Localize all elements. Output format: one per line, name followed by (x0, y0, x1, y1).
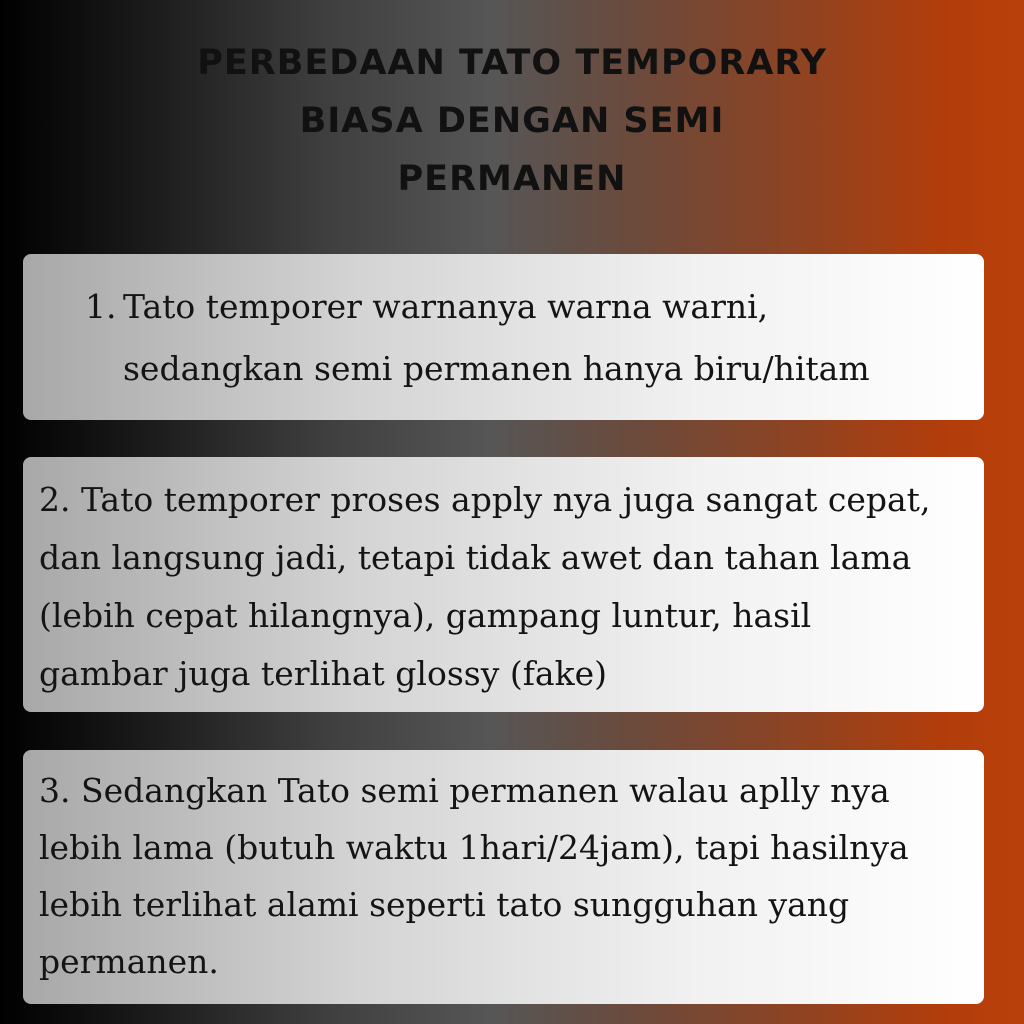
page-title (0, 34, 1024, 208)
point-2-text-line-2: dan langsung jadi, tetapi tidak awet dan tahan lama (39, 538, 912, 577)
point-2-text-line-1: 2. Tato temporer proses apply nya juga sangat cepat, (39, 480, 931, 519)
point-3-text-line-3: lebih terlihat alami seperti tato sungguhan yang (39, 885, 850, 924)
point-1-first-line (85, 276, 964, 338)
point-3-text-line-1: 3. Sedangkan Tato semi permanen walau aplly nya (39, 771, 890, 810)
title-line-2: BIASA DENGAN SEMI (299, 101, 725, 141)
point-card-3 (23, 750, 984, 1004)
title-line-3: PERMANEN (397, 159, 627, 199)
point-1-number: 1. (85, 287, 117, 326)
title-line-1: PERBEDAAN TATO TEMPORARY (197, 43, 827, 83)
point-2-text-line-3: (lebih cepat hilangnya), gampang luntur, hasil (39, 596, 812, 635)
point-3-text-line-2: lebih lama (butuh waktu 1hari/24jam), tapi hasilnya (39, 828, 909, 867)
point-1-text-line-1: Tato temporer warnanya warna warni, (123, 287, 769, 326)
point-card-1 (23, 254, 984, 420)
point-2-text-line-4: gambar juga terlihat glossy (fake) (39, 654, 607, 693)
point-3-text-line-4: permanen. (39, 942, 219, 981)
point-1-text-line-2: sedangkan semi permanen hanya biru/hitam (123, 349, 870, 388)
point-card-2 (23, 457, 984, 712)
